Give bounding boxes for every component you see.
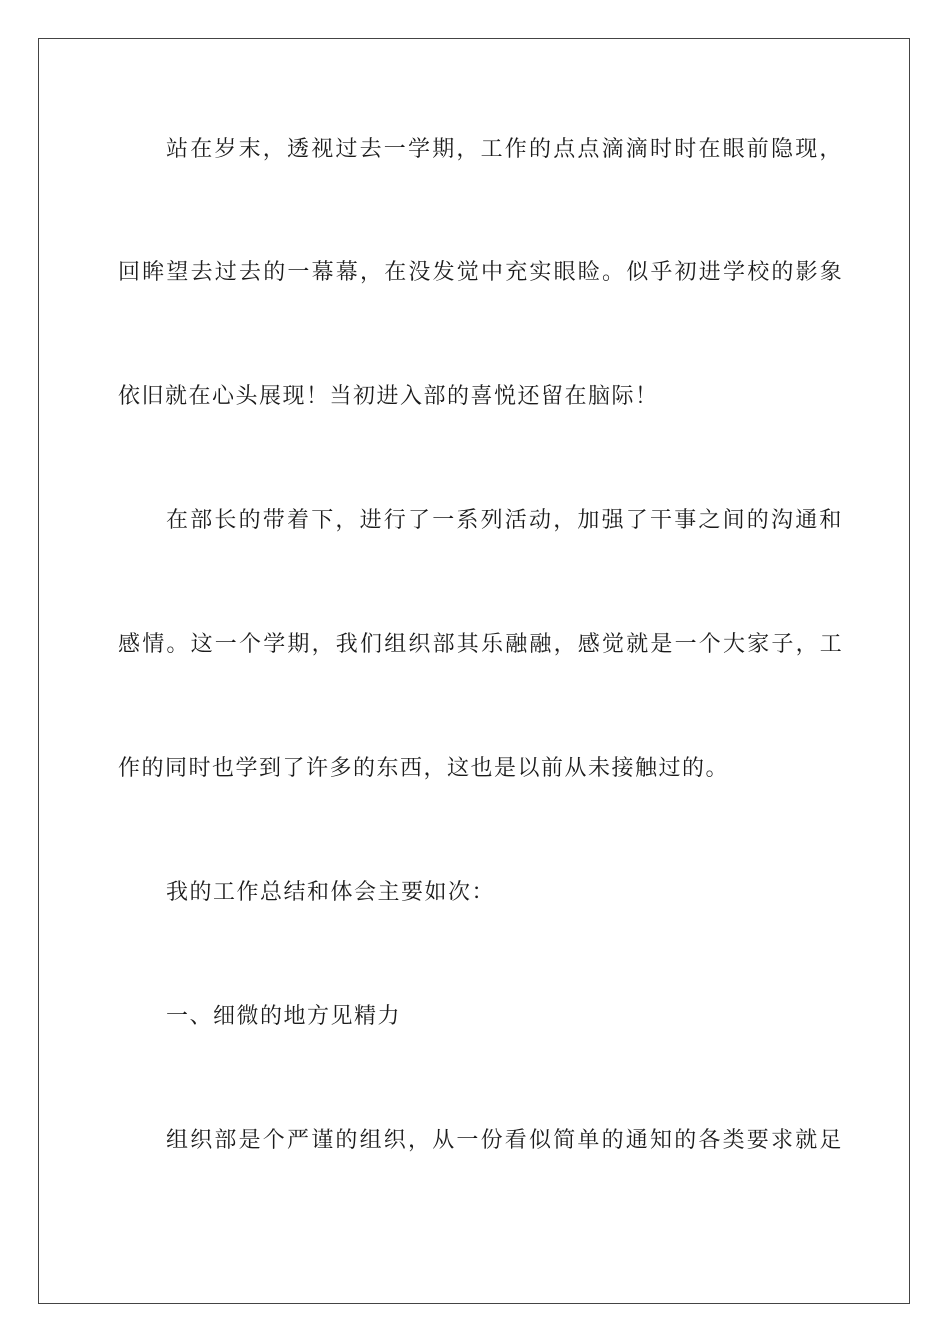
- paragraph-line: 依旧就在心头展现！当初进入部的喜悦还留在脑际！: [118, 384, 659, 409]
- paragraph-line: 组织部是个严谨的组织，从一份看似简单的通知的各类要求就足: [166, 1128, 844, 1153]
- section-heading: 一、细微的地方见精力: [166, 1004, 402, 1029]
- paragraph-line: 站在岁末，透视过去一学期，工作的点点滴滴时时在眼前隐现，: [166, 137, 844, 162]
- paragraph-line: 回眸望去过去的一幕幕，在没发觉中充实眼睑。似乎初进学校的影象: [118, 260, 845, 285]
- page-border: [38, 38, 910, 1304]
- paragraph-line: 感情。这一个学期，我们组织部其乐融融，感觉就是一个大家子，工: [118, 632, 845, 657]
- paragraph-line: 作的同时也学到了许多的东西，这也是以前从未接触过的。: [118, 756, 730, 781]
- paragraph-line: 在部长的带着下，进行了一系列活动，加强了干事之间的沟通和: [166, 508, 844, 533]
- paragraph-line: 我的工作总结和体会主要如次：: [166, 880, 496, 905]
